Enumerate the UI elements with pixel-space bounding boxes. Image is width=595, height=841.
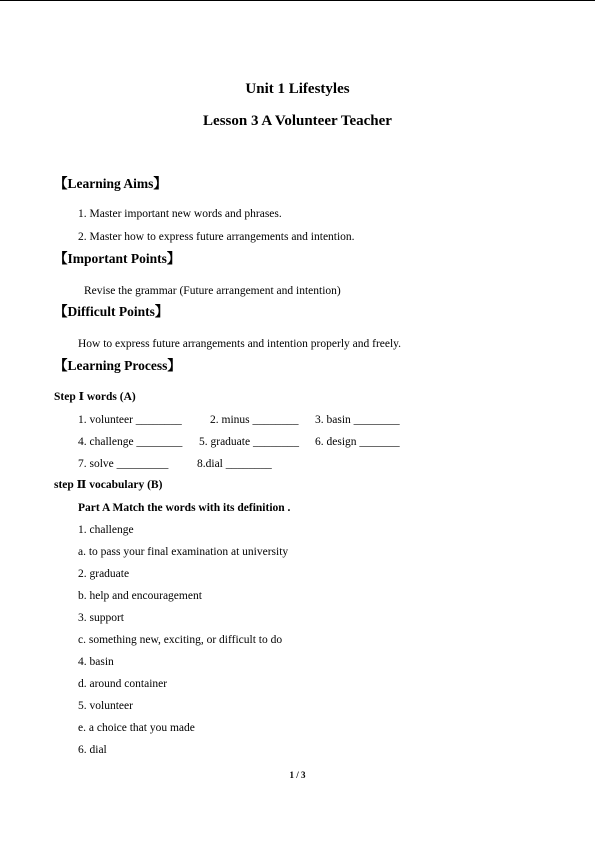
match-item: d. around container — [78, 678, 168, 690]
word-blank: 1. volunteer ________ — [78, 414, 182, 426]
match-item: c. something new, exciting, or difficult to do — [78, 634, 283, 646]
match-item: b. help and encouragement — [78, 590, 202, 602]
word-blank: 3. basin ________ — [315, 414, 400, 426]
learning-aim-item: 2. Master how to express future arrangements and intention. — [78, 231, 355, 243]
document-subtitle: Lesson 3 A Volunteer Teacher — [203, 113, 392, 129]
difficult-points-text: How to express future arrangements and intention properly and freely. — [78, 338, 402, 350]
page-number: 1 / 3 — [289, 770, 306, 780]
page-top-border — [0, 0, 595, 1]
word-blank: 6. design _______ — [315, 436, 400, 448]
match-item: e. a choice that you made — [78, 722, 195, 734]
learning-process-heading: 【Learning Process】 — [54, 358, 181, 373]
step2-heading: step Ⅱ vocabulary (B) — [54, 479, 163, 491]
step1-heading: Step Ⅰ words (A) — [54, 391, 136, 403]
match-item: 5. volunteer — [78, 700, 133, 712]
match-item: 1. challenge — [78, 524, 134, 536]
word-blank: 8.dial ________ — [197, 458, 272, 470]
important-points-text: Revise the grammar (Future arrangement and intention) — [84, 285, 341, 297]
match-item: 4. basin — [78, 656, 114, 668]
important-points-heading: 【Important Points】 — [54, 251, 181, 266]
document-title: Unit 1 Lifestyles — [245, 81, 350, 97]
word-blank: 2. minus ________ — [210, 414, 299, 426]
match-item: 3. support — [78, 612, 124, 624]
word-blank: 7. solve _________ — [78, 458, 169, 470]
part-a-instruction: Part A Match the words with its definition . — [78, 502, 291, 514]
match-item: 6. dial — [78, 744, 107, 756]
word-blank: 5. graduate ________ — [199, 436, 299, 448]
match-item: a. to pass your final examination at university — [78, 546, 289, 558]
learning-aims-heading: 【Learning Aims】 — [54, 176, 167, 191]
match-item: 2. graduate — [78, 568, 130, 580]
word-blank: 4. challenge ________ — [78, 436, 183, 448]
difficult-points-heading: 【Difficult Points】 — [54, 304, 169, 319]
learning-aim-item: 1. Master important new words and phrases. — [78, 208, 282, 220]
